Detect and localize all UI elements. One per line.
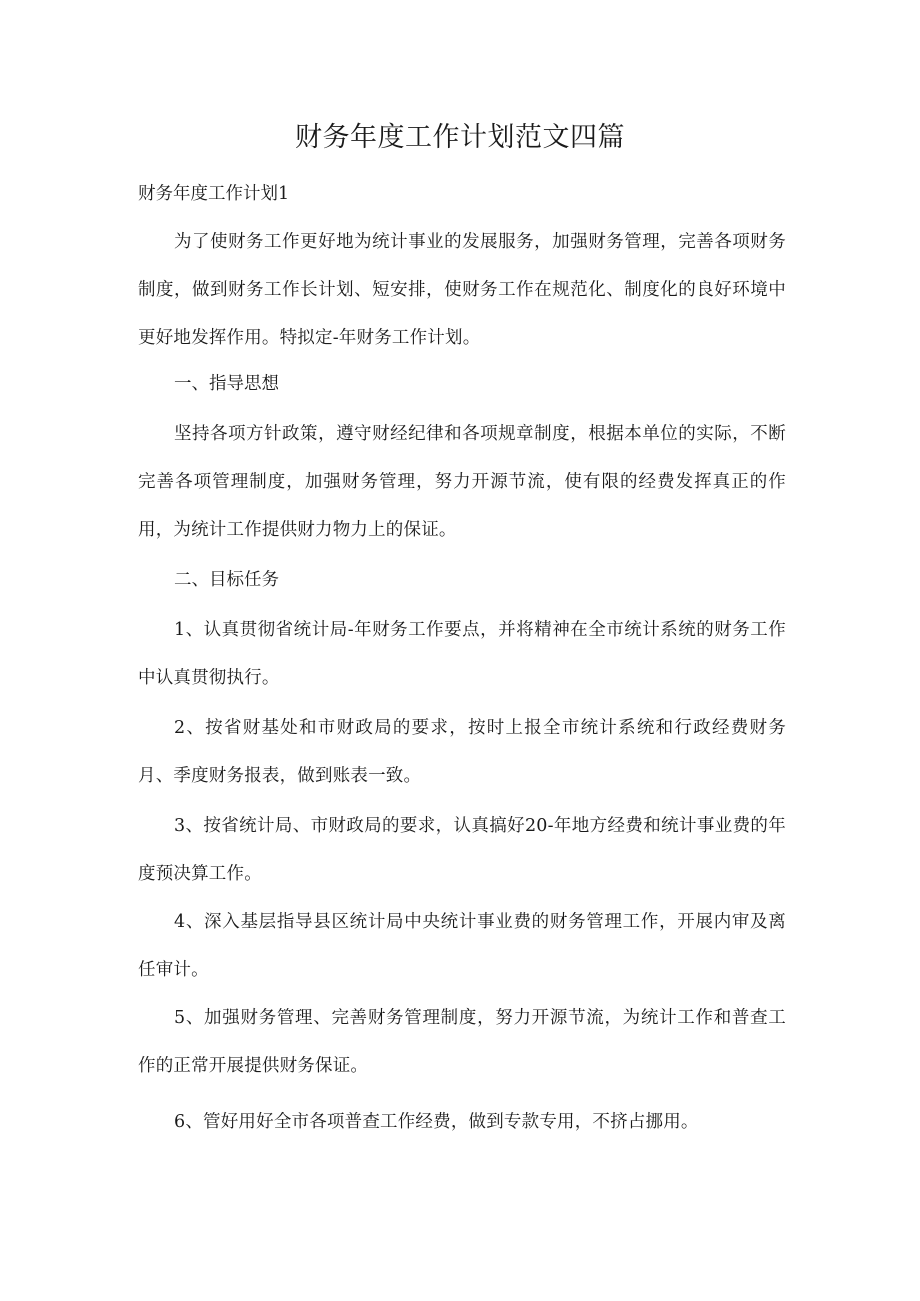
task-item-5: 5、加强财务管理、完善财务管理制度，努力开源节流，为统计工作和普查工作的正常开展提供财务保证。 xyxy=(138,1008,786,1076)
section-heading-goals-tasks: 二、目标任务 xyxy=(174,570,279,590)
task-item-3: 3、按省统计局、市财政局的要求，认真搞好20-年地方经费和统计事业费的年度预决算工作。 xyxy=(138,816,786,884)
document-title: 财务年度工作计划范文四篇 xyxy=(295,122,625,153)
task-item-1: 1、认真贯彻省统计局-年财务工作要点，并将精神在全市统计系统的财务工作中认真贯彻执行。 xyxy=(138,620,786,688)
task-item-2: 2、按省财基处和市财政局的要求，按时上报全市统计系统和行政经费财务月、季度财务报表，做到账表一致。 xyxy=(138,718,786,786)
intro-paragraph: 为了使财务工作更好地为统计事业的发展服务，加强财务管理，完善各项财务制度，做到财务工作长计划、短安排，使财务工作在规范化、制度化的良好环境中更好地发挥作用。特拟定-年财务工作计划。 xyxy=(138,232,786,348)
plan-subtitle: 财务年度工作计划1 xyxy=(138,184,290,204)
task-item-4: 4、深入基层指导县区统计局中央统计事业费的财务管理工作，开展内审及离任审计。 xyxy=(138,912,786,980)
section-heading-guiding-ideology: 一、指导思想 xyxy=(174,374,279,394)
guiding-ideology-paragraph: 坚持各项方针政策，遵守财经纪律和各项规章制度，根据本单位的实际，不断完善各项管理制度，加强财务管理，努力开源节流，使有限的经费发挥真正的作用，为统计工作提供财力物力上的保证。 xyxy=(138,424,786,540)
task-item-6: 6、管好用好全市各项普查工作经费，做到专款专用，不挤占挪用。 xyxy=(174,1112,699,1132)
